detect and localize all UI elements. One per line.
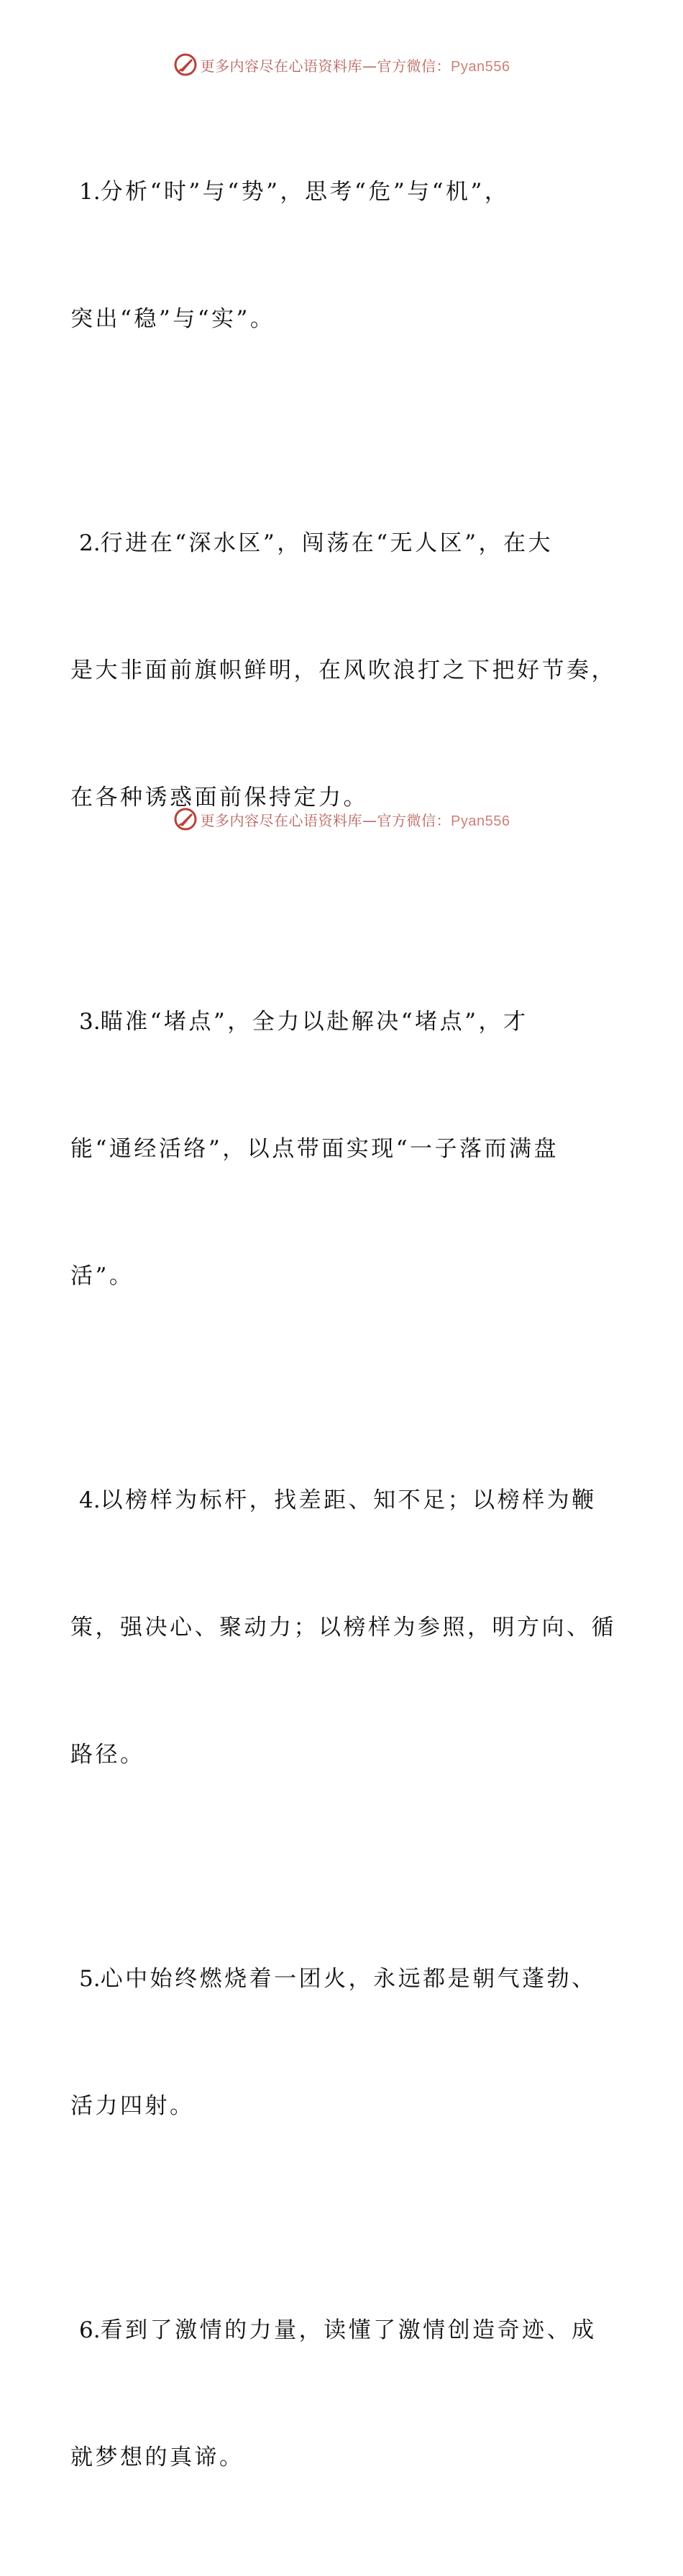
quill-logo-icon	[173, 52, 198, 77]
watermark-text: 更多内容尽在心语资料库—官方微信：Pyan556	[200, 57, 510, 75]
footer-watermark-banner	[0, 803, 683, 835]
header-watermark-banner	[0, 49, 683, 80]
list-item: 1.分析“时”与“势”，思考“危”与“机”， 突出“稳”与“实”。	[70, 179, 510, 332]
watermark-text: 更多内容尽在心语资料库—官方微信：Pyan556	[200, 811, 510, 829]
list-item: 5.心中始终燃烧着一团火，永远都是朝气蓬勃、 活力四射。	[70, 1966, 597, 2119]
list-item: 6.看到了激情的力量，读懂了激情创造奇迹、成 就梦想的真谛。	[70, 2317, 597, 2470]
list-item: 4.以榜样为标杆，找差距、知不足；以榜样为鞭 策，强决心、聚动力；以榜样为参照，明方向、循 路径。	[70, 1487, 616, 1768]
document-body	[70, 86, 617, 2576]
list-item: 2.行进在“深水区”，闯荡在“无人区”，在大 是大非面前旗帜鲜明，在风吹浪打之下把好节奏， 在各种诱惑面前保持定力。	[70, 530, 616, 811]
quill-logo-icon	[173, 807, 198, 831]
list-item: 3.瞄准“堵点”，全力以赴解决“堵点”，才 能“通经活络”，以点带面实现“一子落而满盘 活”。	[70, 1009, 559, 1289]
